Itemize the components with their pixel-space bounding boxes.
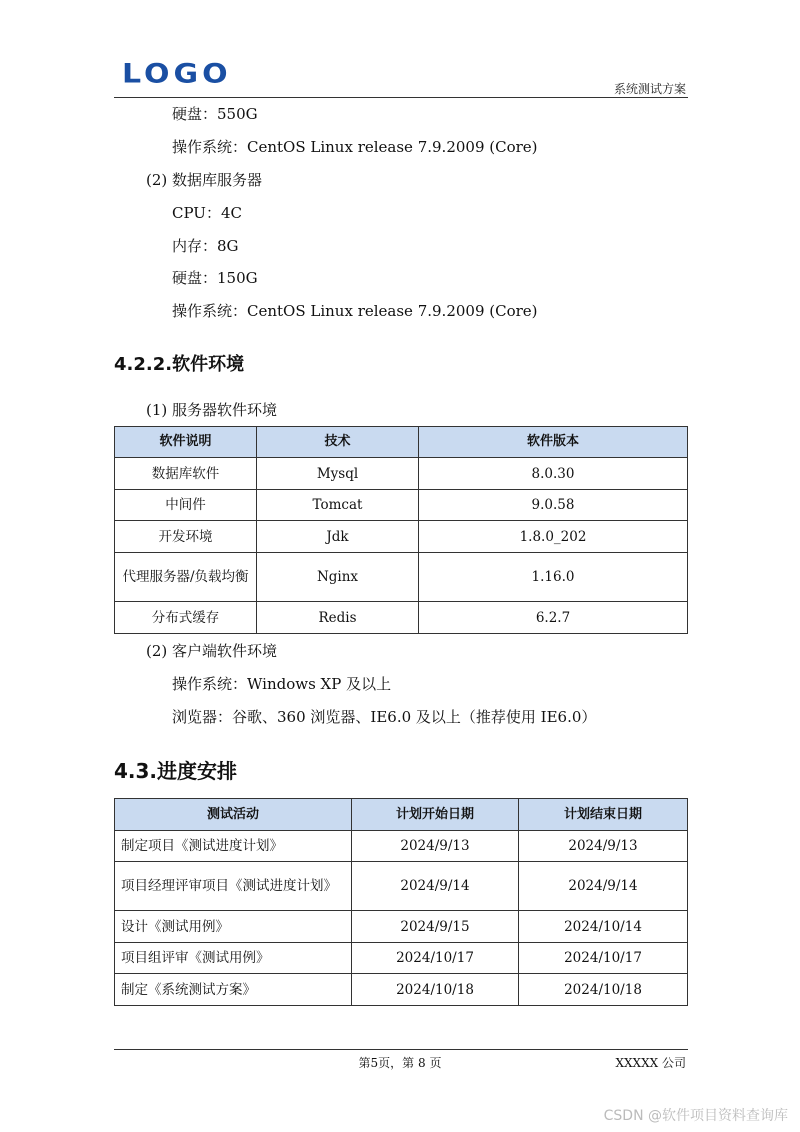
table-header-row bbox=[115, 799, 688, 831]
footer-company: XXXXX 公司 bbox=[615, 1056, 686, 1070]
table-cell: 2024/9/13 bbox=[352, 831, 519, 862]
db-server-cpu: CPU：4C bbox=[172, 204, 242, 222]
table-cell: 设计《测试用例》 bbox=[115, 911, 352, 943]
table-cell: 2024/10/14 bbox=[519, 911, 688, 943]
table-cell: 8.0.30 bbox=[419, 458, 688, 490]
table-cell: 1.16.0 bbox=[419, 553, 688, 602]
table-row bbox=[115, 490, 688, 521]
client-os: 操作系统：Windows XP 及以上 bbox=[172, 675, 392, 693]
table-cell: Mysql bbox=[257, 458, 419, 490]
table-cell: 2024/10/18 bbox=[519, 974, 688, 1006]
table-cell: Tomcat bbox=[257, 490, 419, 521]
client-browser: 浏览器：谷歌、360 浏览器、IE6.0 及以上（推荐使用 IE6.0） bbox=[172, 708, 597, 726]
table-cell: 代理服务器/负载均衡 bbox=[115, 553, 257, 602]
table-cell: 数据库软件 bbox=[115, 458, 257, 490]
column-header: 软件版本 bbox=[419, 427, 688, 458]
table-cell: 制定《系统测试方案》 bbox=[115, 974, 352, 1006]
section-heading-schedule: 4.3.进度安排 bbox=[114, 759, 238, 783]
db-server-disk: 硬盘：150G bbox=[172, 269, 258, 287]
table-cell: 制定项目《测试进度计划》 bbox=[115, 831, 352, 862]
table-cell: 1.8.0_202 bbox=[419, 521, 688, 553]
table-row bbox=[115, 911, 688, 943]
page-number: 第5页，第 8 页 bbox=[358, 1056, 442, 1070]
server-software-table bbox=[114, 426, 688, 634]
db-server-os: 操作系统：CentOS Linux release 7.9.2009 (Core) bbox=[172, 302, 538, 320]
app-server-disk: 硬盘：550G bbox=[172, 105, 258, 123]
db-server-memory: 内存：8G bbox=[172, 237, 239, 255]
table-cell: 6.2.7 bbox=[419, 602, 688, 634]
table-row bbox=[115, 862, 688, 911]
table-row bbox=[115, 831, 688, 862]
table-cell: 分布式缓存 bbox=[115, 602, 257, 634]
column-header: 计划开始日期 bbox=[352, 799, 519, 831]
table-row bbox=[115, 553, 688, 602]
table-row bbox=[115, 602, 688, 634]
schedule-table bbox=[114, 798, 688, 1006]
table-row bbox=[115, 943, 688, 974]
table-cell: 项目组评审《测试用例》 bbox=[115, 943, 352, 974]
column-header: 技术 bbox=[257, 427, 419, 458]
logo: LOGO bbox=[122, 58, 232, 90]
client-software-heading: (2) 客户端软件环境 bbox=[146, 642, 278, 660]
app-server-os: 操作系统：CentOS Linux release 7.9.2009 (Core) bbox=[172, 138, 538, 156]
column-header: 计划结束日期 bbox=[519, 799, 688, 831]
table-cell: Nginx bbox=[257, 553, 419, 602]
table-row bbox=[115, 521, 688, 553]
column-header: 测试活动 bbox=[115, 799, 352, 831]
table-cell: 项目经理评审项目《测试进度计划》 bbox=[115, 862, 352, 911]
table-cell: 9.0.58 bbox=[419, 490, 688, 521]
header-title: 系统测试方案 bbox=[613, 82, 686, 96]
server-software-heading: (1) 服务器软件环境 bbox=[146, 401, 278, 419]
table-cell: 2024/9/14 bbox=[519, 862, 688, 911]
table-cell: 开发环境 bbox=[115, 521, 257, 553]
table-row bbox=[115, 974, 688, 1006]
watermark: CSDN @软件项目资料查询库 bbox=[603, 1108, 788, 1124]
table-cell: 2024/9/15 bbox=[352, 911, 519, 943]
table-cell: Redis bbox=[257, 602, 419, 634]
table-cell: 2024/10/17 bbox=[519, 943, 688, 974]
table-cell: 2024/10/18 bbox=[352, 974, 519, 1006]
section-heading-software-env: 4.2.2.软件环境 bbox=[114, 354, 245, 375]
table-cell: 中间件 bbox=[115, 490, 257, 521]
header-divider bbox=[114, 97, 688, 98]
db-server-heading: (2) 数据库服务器 bbox=[146, 171, 263, 189]
table-cell: 2024/9/13 bbox=[519, 831, 688, 862]
table-header-row bbox=[115, 427, 688, 458]
table-cell: 2024/9/14 bbox=[352, 862, 519, 911]
table-row bbox=[115, 458, 688, 490]
column-header: 软件说明 bbox=[115, 427, 257, 458]
table-cell: 2024/10/17 bbox=[352, 943, 519, 974]
table-cell: Jdk bbox=[257, 521, 419, 553]
footer-divider bbox=[114, 1049, 688, 1050]
